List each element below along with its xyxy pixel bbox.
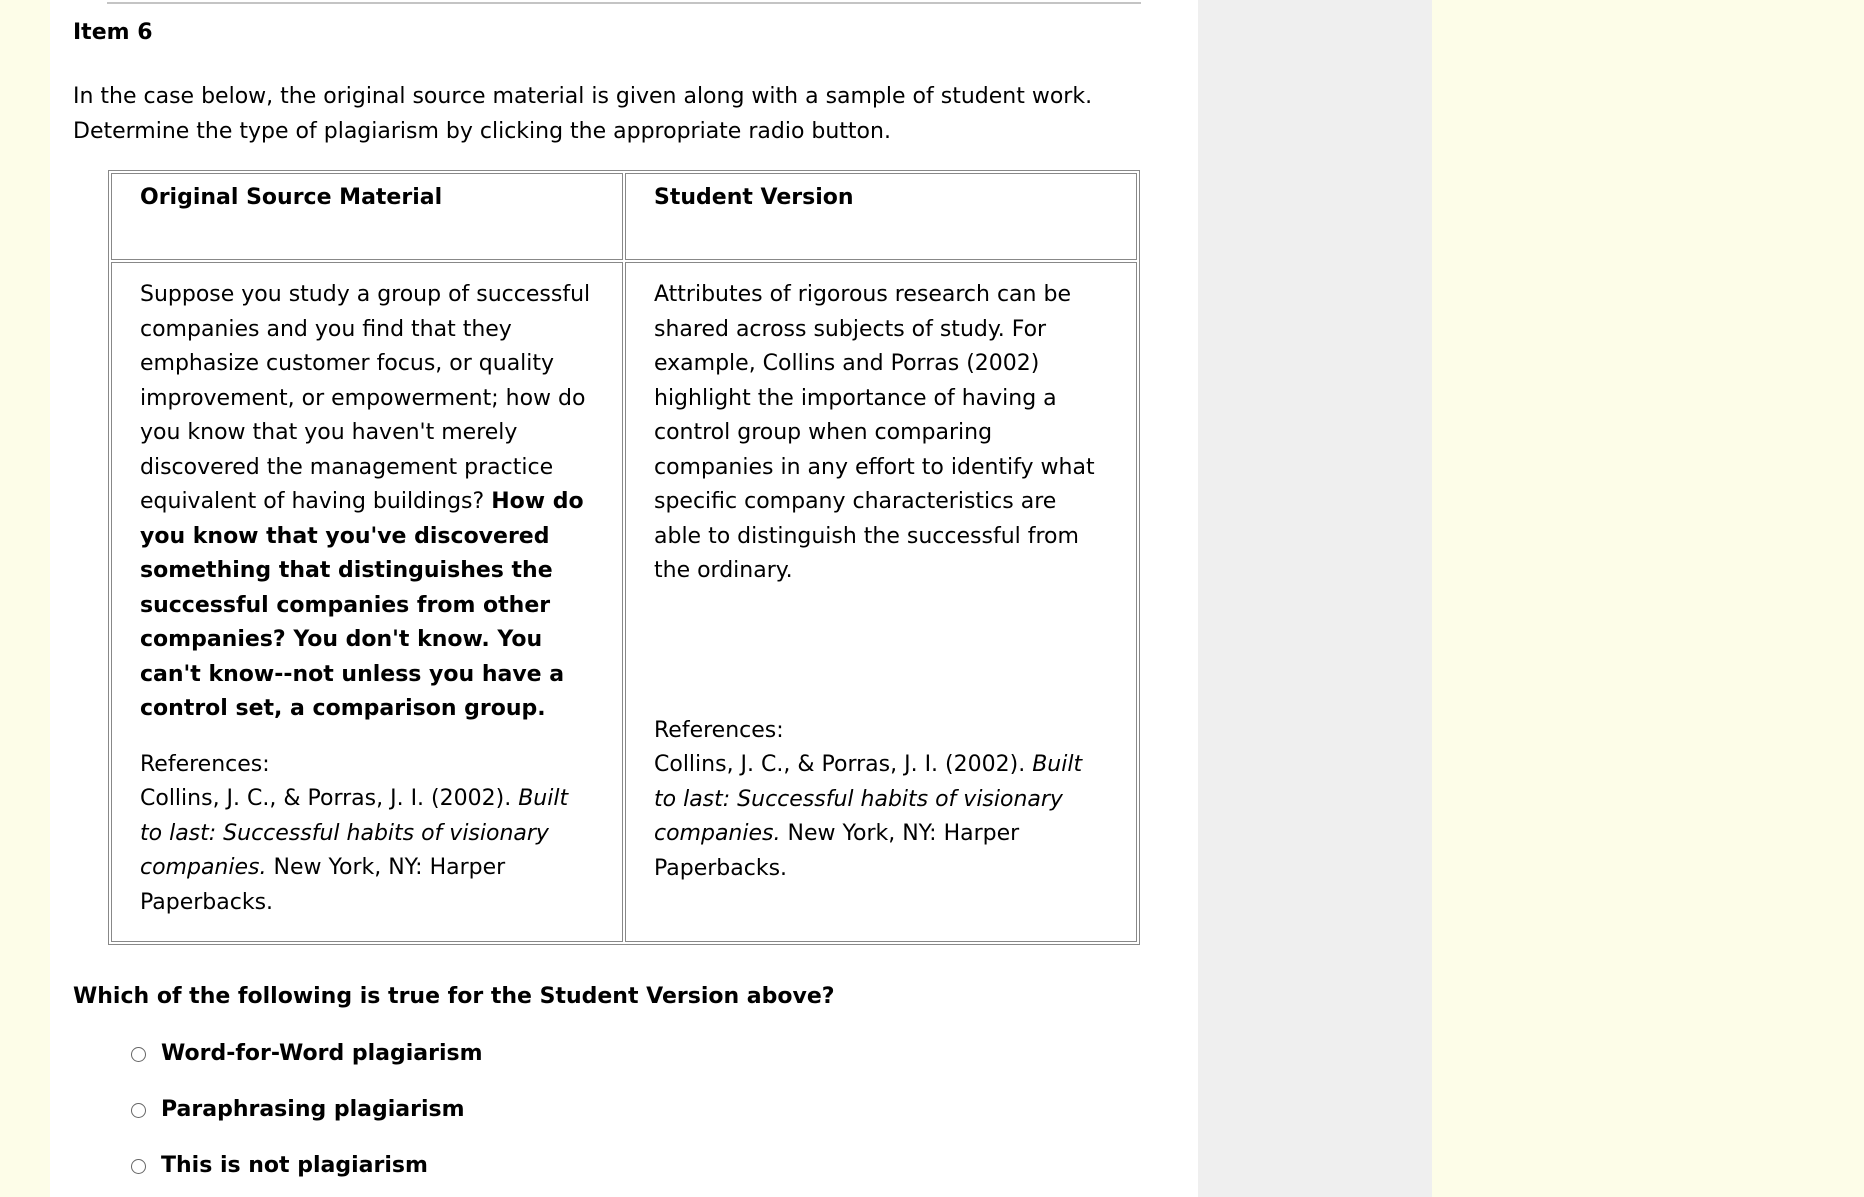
original-source-cell	[111, 262, 623, 942]
student-version-text: Attributes of rigorous research can be shared across subjects of study. For example, Collins and Porras (2002) highlight the importance of having a control group when comparing companies in any effort to identify what specific company characteristics are able to distinguish the successful from the ordinary.	[654, 282, 1095, 583]
option-not-plagiarism-label[interactable]: This is not plagiarism	[161, 1153, 428, 1178]
original-citation-authors: Collins, J. C., & Porras, J. I. (2002).	[140, 786, 512, 811]
option-word-for-word[interactable]	[131, 1039, 483, 1069]
table-header-row	[111, 173, 1137, 260]
table-body-row	[111, 262, 1137, 942]
student-version-header: Student Version	[625, 173, 1137, 260]
radio-word-for-word[interactable]	[131, 1047, 146, 1062]
student-references-label: References:	[654, 717, 784, 743]
comparison-table	[108, 170, 1140, 945]
original-citation	[140, 782, 594, 920]
original-bold-text: How do you know that you've discovered something that distinguishes the successful companies from other companies? You don't know. You can't know--not unless you have a control set, a comparison group.	[140, 489, 584, 721]
option-paraphrasing[interactable]	[131, 1095, 465, 1125]
original-citation-title: Built to last: Successful habits of visionary companies.	[140, 786, 569, 880]
student-references	[654, 714, 1108, 887]
instructions-text: In the case below, the original source material is given along with a sample of student work. Determine the type of plagiarism by clicking the appropriate radio button.	[73, 84, 1093, 144]
item-title: Item 6	[73, 20, 153, 45]
student-citation-title: Built to last: Successful habits of visionary companies.	[654, 752, 1083, 846]
student-version-cell	[625, 262, 1137, 942]
top-divider	[107, 2, 1141, 4]
original-source-text	[140, 278, 594, 727]
question-text: Which of the following is true for the Student Version above?	[73, 984, 835, 1009]
student-citation	[654, 748, 1108, 886]
student-citation-publisher: New York, NY: Harper Paperbacks.	[654, 821, 1020, 881]
side-panel	[1198, 0, 1432, 1197]
original-citation-publisher: New York, NY: Harper Paperbacks.	[140, 855, 506, 915]
student-citation-authors: Collins, J. C., & Porras, J. I. (2002).	[654, 752, 1026, 777]
radio-not-plagiarism[interactable]	[131, 1159, 146, 1174]
original-references-label: References:	[140, 751, 270, 777]
option-not-plagiarism[interactable]	[131, 1151, 428, 1181]
original-references	[140, 748, 594, 921]
option-word-for-word-label[interactable]: Word-for-Word plagiarism	[161, 1041, 483, 1066]
original-source-header: Original Source Material	[111, 173, 623, 260]
radio-paraphrasing[interactable]	[131, 1103, 146, 1118]
option-paraphrasing-label[interactable]: Paraphrasing plagiarism	[161, 1097, 465, 1122]
original-plain-text: Suppose you study a group of successful companies and you find that they emphasize customer focus, or quality improvement, or empowerment; how do you know that you haven't merely discovered the management practice equivalent of having buildings?	[140, 282, 591, 514]
